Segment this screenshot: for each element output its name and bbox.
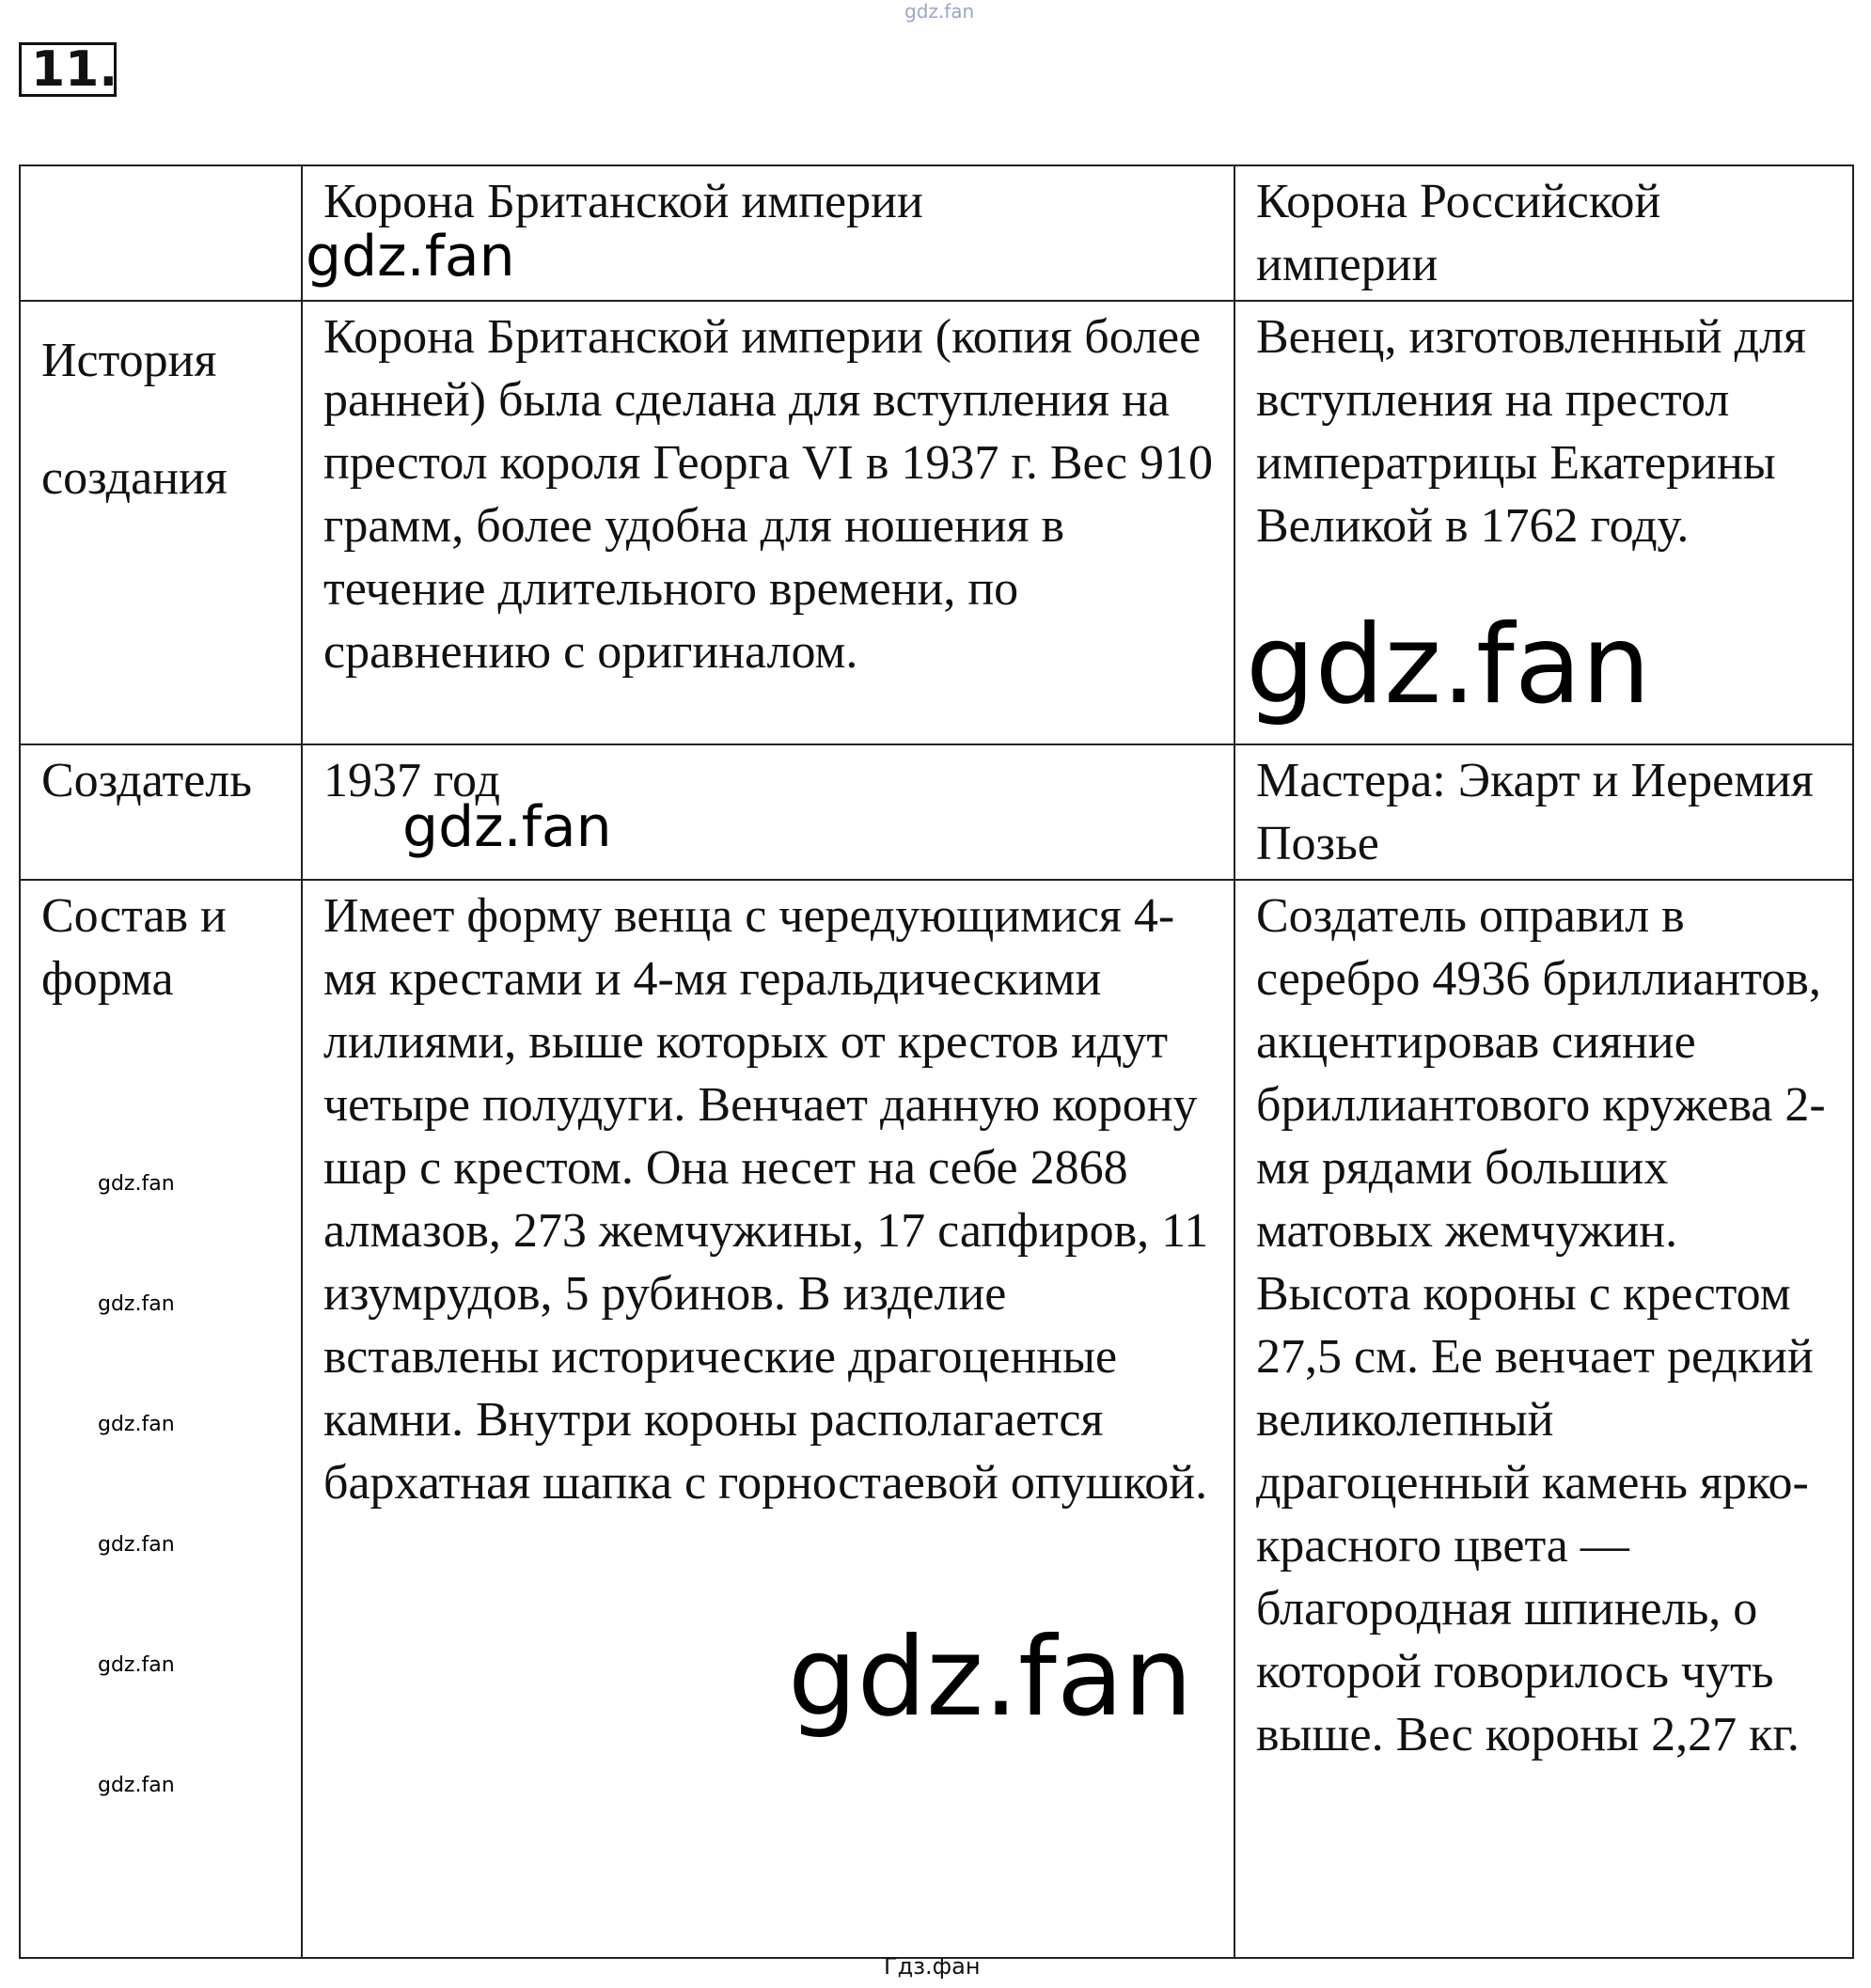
watermark: gdz.fan	[98, 1533, 175, 1557]
cell-british: 1937 год	[302, 744, 1234, 880]
cell-russian: Венец, изготовленный для вступления на престол императрицы Екатерины Великой в 1762 году.	[1234, 301, 1853, 744]
watermark: gdz.fan	[98, 1774, 175, 1797]
watermark: gdz.fan	[402, 794, 612, 860]
watermark: gdz.fan	[98, 1413, 175, 1436]
watermark: gdz.fan	[1246, 602, 1651, 728]
watermark: gdz.fan	[788, 1614, 1193, 1741]
cell-british: Корона Британской империи (копия более ранней) была сделана для вступления на престол короля Георга VI в 1937 г. Вес 910 грамм, более удобна для ношения в течение длительного времени, по сравнению с оригиналом.	[302, 301, 1234, 744]
header-watermark: gdz.fan	[904, 0, 975, 23]
watermark: gdz.fan	[98, 1653, 175, 1677]
table-header-row	[20, 165, 1853, 301]
table-row	[20, 880, 1853, 1958]
footer-watermark: Гдз.фан	[884, 1953, 981, 1980]
cell-russian: Создатель оправил в серебро 4936 бриллиантов, акцентировав сияние бриллиантового кружева 2-мя рядами больших матовых жемчужин. Высота короны с крестом 27,5 см. Ее венчает редкий великолепный драгоценный камень ярко-красного цвета — благородная шпинель, о которой говорилось чуть выше. Вес короны 2,27 кг.	[1234, 880, 1853, 1958]
row-label: Состав и форма	[20, 880, 302, 1958]
watermark: gdz.fan	[306, 224, 515, 290]
header-cell-russian: Корона Российской империи	[1234, 165, 1853, 301]
watermark: gdz.fan	[98, 1292, 175, 1316]
cell-russian: Мастера: Экарт и Иеремия Позье	[1234, 744, 1853, 880]
cell-british: Имеет форму венца с чередующимися 4-мя крестами и 4-мя геральдическими лилиями, выше которых от крестов идут четыре полудуги. Венчает данную корону шар с крестом. Она несет на себе 2868 алмазов, 273 жемчужины, 17 сапфиров, 11 изумрудов, 5 рубинов. В изделие вставлены исторические драгоценные камни. Внутри короны располагается бархатная шапка с горностаевой опушкой.	[302, 880, 1234, 1958]
header-cell-empty	[20, 165, 302, 301]
table-row	[20, 744, 1853, 880]
header-cell-british: Корона Британской империи	[302, 165, 1234, 301]
task-number: 11.	[19, 42, 117, 97]
row-label: История создания	[20, 301, 302, 744]
watermark: gdz.fan	[98, 1172, 175, 1196]
row-label: Создатель	[20, 744, 302, 880]
